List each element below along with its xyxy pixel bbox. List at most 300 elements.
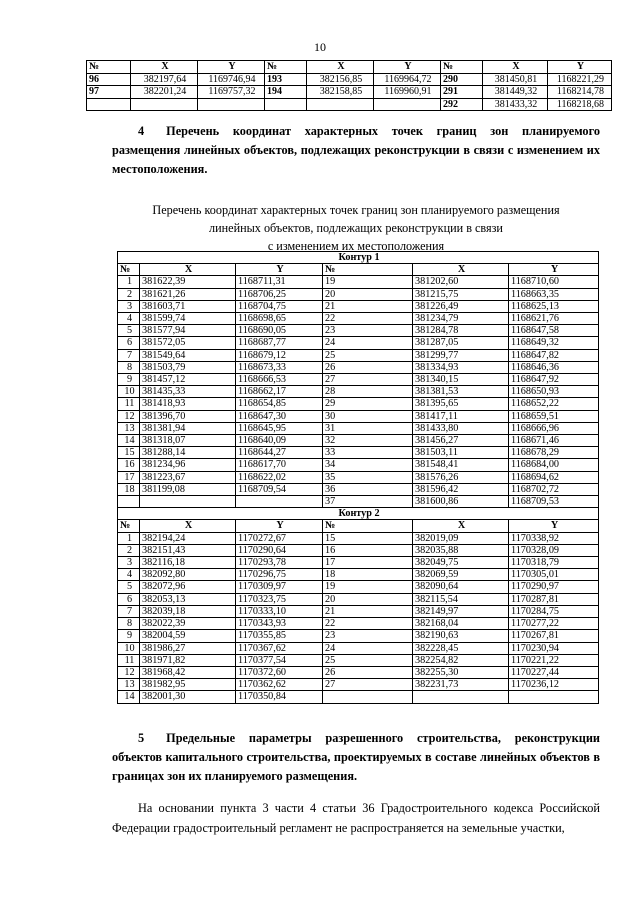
y-coordinate-cell: 1168647,92	[509, 374, 599, 386]
y-coordinate-cell: 1170338,92	[509, 532, 599, 544]
y-coordinate-cell	[236, 496, 323, 508]
point-number-cell: 10	[118, 642, 140, 654]
y-coordinate-cell: 1168706,25	[236, 288, 323, 300]
table-row	[118, 288, 599, 300]
y-coordinate-cell: 1168702,72	[509, 483, 599, 495]
point-number-cell: 3	[118, 557, 140, 569]
x-coordinate-cell: 381340,15	[413, 374, 509, 386]
table-header-row	[87, 61, 612, 74]
x-coordinate-cell: 381234,79	[413, 313, 509, 325]
table-row	[118, 447, 599, 459]
x-coordinate-cell: 381433,32	[483, 98, 548, 111]
y-coordinate-cell: 1168647,58	[509, 325, 599, 337]
point-number-cell: 291	[441, 86, 483, 99]
point-number-cell: 26	[323, 361, 413, 373]
point-number-cell: 16	[323, 544, 413, 556]
y-coordinate-cell: 1170236,12	[509, 679, 599, 691]
point-number-cell: 36	[323, 483, 413, 495]
body-paragraph-text: На основании пункта 3 части 4 статьи 36 Градостроительного кодекса Российской Федерации градостроительный регламент не распространяется на земельные участки,	[112, 801, 600, 835]
point-number-cell: 33	[323, 447, 413, 459]
table-row	[118, 557, 599, 569]
y-coordinate-cell: 1169746,94	[198, 73, 265, 86]
table-row	[118, 630, 599, 642]
x-coordinate-cell: 382092,80	[140, 569, 236, 581]
x-coordinate-cell: 381622,39	[140, 276, 236, 288]
point-number-cell: 194	[265, 86, 307, 99]
x-coordinate-cell: 381418,93	[140, 398, 236, 410]
x-coordinate-cell: 381596,42	[413, 483, 509, 495]
y-coordinate-cell: 1168666,53	[236, 374, 323, 386]
x-coordinate-cell: 381457,12	[140, 374, 236, 386]
column-header: №	[118, 520, 140, 532]
y-coordinate-cell: 1170290,64	[236, 544, 323, 556]
point-number-cell: 15	[118, 447, 140, 459]
x-coordinate-cell: 381334,93	[413, 361, 509, 373]
y-coordinate-cell: 1168710,60	[509, 276, 599, 288]
x-coordinate-cell: 382019,09	[413, 532, 509, 544]
y-coordinate-cell: 1170277,22	[509, 618, 599, 630]
point-number-cell: 292	[441, 98, 483, 111]
point-number-cell: 11	[118, 398, 140, 410]
x-coordinate-cell: 381435,33	[140, 386, 236, 398]
y-coordinate-cell: 1168679,12	[236, 349, 323, 361]
x-coordinate-cell: 382001,30	[140, 691, 236, 703]
x-coordinate-cell: 382158,85	[307, 86, 374, 99]
x-coordinate-cell: 382090,64	[413, 581, 509, 593]
point-number-cell: 21	[323, 605, 413, 617]
table-row	[118, 471, 599, 483]
table-row	[118, 349, 599, 361]
x-coordinate-cell: 381982,95	[140, 679, 236, 691]
y-coordinate-cell: 1170293,78	[236, 557, 323, 569]
y-coordinate-cell: 1168649,32	[509, 337, 599, 349]
y-coordinate-cell: 1168218,68	[548, 98, 612, 111]
y-coordinate-cell: 1168646,36	[509, 361, 599, 373]
point-number-cell: 23	[323, 325, 413, 337]
x-coordinate-cell: 382194,24	[140, 532, 236, 544]
point-number-cell: 24	[323, 337, 413, 349]
point-number-cell: 17	[323, 557, 413, 569]
x-coordinate-cell: 382115,54	[413, 593, 509, 605]
x-coordinate-cell: 381234,96	[140, 459, 236, 471]
column-header: X	[483, 61, 548, 74]
y-coordinate-cell: 1168690,05	[236, 325, 323, 337]
y-coordinate-cell: 1168640,09	[236, 435, 323, 447]
point-number-cell: 30	[323, 410, 413, 422]
table-row	[118, 496, 599, 508]
x-coordinate-cell	[131, 98, 198, 111]
point-number-cell: 18	[323, 569, 413, 581]
y-coordinate-cell: 1170267,81	[509, 630, 599, 642]
table-row	[118, 410, 599, 422]
point-number-cell	[118, 496, 140, 508]
point-number-cell: 20	[323, 288, 413, 300]
contour2-header-row	[118, 520, 599, 532]
point-number-cell: 14	[118, 691, 140, 703]
x-coordinate-cell: 382151,43	[140, 544, 236, 556]
y-coordinate-cell: 1170296,75	[236, 569, 323, 581]
table-caption-line-2: линейных объектов, подлежащих реконструкции в связи	[209, 221, 503, 235]
point-number-cell: 11	[118, 654, 140, 666]
y-coordinate-cell: 1168687,77	[236, 337, 323, 349]
point-number-cell: 17	[118, 471, 140, 483]
column-header: №	[441, 61, 483, 74]
table-row	[118, 532, 599, 544]
x-coordinate-cell: 381395,65	[413, 398, 509, 410]
point-number-cell: 24	[323, 642, 413, 654]
x-coordinate-cell: 381381,53	[413, 386, 509, 398]
y-coordinate-cell: 1168684,00	[509, 459, 599, 471]
point-number-cell: 8	[118, 361, 140, 373]
column-header: Y	[236, 264, 323, 276]
x-coordinate-cell: 382049,75	[413, 557, 509, 569]
x-coordinate-cell: 381599,74	[140, 313, 236, 325]
x-coordinate-cell: 382156,85	[307, 73, 374, 86]
column-header: Y	[509, 520, 599, 532]
y-coordinate-cell: 1170328,09	[509, 544, 599, 556]
column-header: X	[131, 61, 198, 74]
x-coordinate-cell: 381503,79	[140, 361, 236, 373]
y-coordinate-cell: 1168694,62	[509, 471, 599, 483]
contour2-title-row	[118, 508, 599, 520]
section-4-heading	[112, 122, 600, 179]
x-coordinate-cell: 382116,18	[140, 557, 236, 569]
point-number-cell: 22	[323, 618, 413, 630]
x-coordinate-cell: 381450,81	[483, 73, 548, 86]
y-coordinate-cell: 1170284,75	[509, 605, 599, 617]
page-number: 10	[314, 40, 326, 54]
point-number-cell: 16	[118, 459, 140, 471]
point-number-cell: 9	[118, 374, 140, 386]
point-number-cell: 35	[323, 471, 413, 483]
table-row	[118, 581, 599, 593]
point-number-cell: 7	[118, 349, 140, 361]
section-4-text: Перечень координат характерных точек границ зон планируемого размещения линейных объектов, подлежащих реконструкции в связи с изменением их местоположения.	[112, 124, 600, 176]
column-header: №	[87, 61, 131, 74]
table-row	[118, 398, 599, 410]
x-coordinate-cell: 381318,07	[140, 435, 236, 447]
y-coordinate-cell: 1168709,53	[509, 496, 599, 508]
x-coordinate-cell: 382168,04	[413, 618, 509, 630]
x-coordinate-cell: 381603,71	[140, 300, 236, 312]
column-header: №	[118, 264, 140, 276]
y-coordinate-cell	[374, 98, 441, 111]
y-coordinate-cell: 1170221,22	[509, 654, 599, 666]
point-number-cell: 27	[323, 679, 413, 691]
x-coordinate-cell: 382197,64	[131, 73, 198, 86]
point-number-cell: 4	[118, 313, 140, 325]
section-5-number: 5	[138, 731, 145, 745]
contour1-header-row	[118, 264, 599, 276]
point-number-cell: 13	[118, 422, 140, 434]
coordinates-continuation-table	[86, 60, 612, 111]
y-coordinate-cell: 1170305,01	[509, 569, 599, 581]
x-coordinate-cell: 381968,42	[140, 666, 236, 678]
x-coordinate-cell: 381971,82	[140, 654, 236, 666]
y-coordinate-cell: 1168704,75	[236, 300, 323, 312]
y-coordinate-cell: 1168617,70	[236, 459, 323, 471]
point-number-cell: 290	[441, 73, 483, 86]
y-coordinate-cell: 1168662,17	[236, 386, 323, 398]
x-coordinate-cell: 381548,41	[413, 459, 509, 471]
point-number-cell: 2	[118, 544, 140, 556]
y-coordinate-cell: 1168647,30	[236, 410, 323, 422]
table-row	[118, 654, 599, 666]
table-row	[118, 276, 599, 288]
contour1-title: Контур 1	[118, 252, 599, 264]
x-coordinate-cell: 382231,73	[413, 679, 509, 691]
point-number-cell	[323, 691, 413, 703]
point-number-cell: 29	[323, 398, 413, 410]
point-number-cell: 6	[118, 337, 140, 349]
x-coordinate-cell: 382039,18	[140, 605, 236, 617]
point-number-cell: 5	[118, 325, 140, 337]
x-coordinate-cell	[140, 496, 236, 508]
table-row	[118, 313, 599, 325]
x-coordinate-cell: 381456,27	[413, 435, 509, 447]
y-coordinate-cell: 1169757,32	[198, 86, 265, 99]
table-row	[118, 459, 599, 471]
y-coordinate-cell: 1168659,51	[509, 410, 599, 422]
table-row	[118, 300, 599, 312]
table-caption	[112, 201, 600, 255]
column-header: Y	[374, 61, 441, 74]
x-coordinate-cell: 382190,63	[413, 630, 509, 642]
x-coordinate-cell: 381223,67	[140, 471, 236, 483]
point-number-cell: 23	[323, 630, 413, 642]
x-coordinate-cell: 381449,32	[483, 86, 548, 99]
x-coordinate-cell: 382035,88	[413, 544, 509, 556]
x-coordinate-cell: 382069,59	[413, 569, 509, 581]
y-coordinate-cell: 1170309,97	[236, 581, 323, 593]
table-row	[118, 593, 599, 605]
column-header: Y	[548, 61, 612, 74]
y-coordinate-cell: 1168622,02	[236, 471, 323, 483]
point-number-cell: 19	[323, 581, 413, 593]
x-coordinate-cell: 381226,49	[413, 300, 509, 312]
y-coordinate-cell: 1168678,29	[509, 447, 599, 459]
column-header: №	[265, 61, 307, 74]
x-coordinate-cell: 382022,39	[140, 618, 236, 630]
x-coordinate-cell: 381600,86	[413, 496, 509, 508]
point-number-cell: 12	[118, 410, 140, 422]
contour-coordinates-table	[117, 251, 599, 704]
y-coordinate-cell: 1170377,54	[236, 654, 323, 666]
y-coordinate-cell: 1168214,78	[548, 86, 612, 99]
column-header: №	[323, 520, 413, 532]
y-coordinate-cell: 1170355,85	[236, 630, 323, 642]
x-coordinate-cell: 381503,11	[413, 447, 509, 459]
y-coordinate-cell: 1168654,85	[236, 398, 323, 410]
x-coordinate-cell: 381572,05	[140, 337, 236, 349]
y-coordinate-cell: 1170323,75	[236, 593, 323, 605]
x-coordinate-cell: 381287,05	[413, 337, 509, 349]
x-coordinate-cell: 382201,24	[131, 86, 198, 99]
section-4-number: 4	[138, 124, 145, 138]
point-number-cell: 4	[118, 569, 140, 581]
y-coordinate-cell: 1168644,27	[236, 447, 323, 459]
point-number-cell: 8	[118, 618, 140, 630]
y-coordinate-cell: 1168711,31	[236, 276, 323, 288]
x-coordinate-cell	[307, 98, 374, 111]
table-caption-line-3: с изменением их местоположения	[267, 239, 445, 253]
point-number-cell: 1	[118, 276, 140, 288]
x-coordinate-cell: 381199,08	[140, 483, 236, 495]
table-row	[118, 605, 599, 617]
y-coordinate-cell: 1170272,67	[236, 532, 323, 544]
table-row	[87, 86, 612, 99]
x-coordinate-cell: 381288,14	[140, 447, 236, 459]
y-coordinate-cell	[198, 98, 265, 111]
table-row	[87, 98, 612, 111]
x-coordinate-cell: 381576,26	[413, 471, 509, 483]
x-coordinate-cell: 382004,59	[140, 630, 236, 642]
x-coordinate-cell: 381202,60	[413, 276, 509, 288]
table-row	[118, 679, 599, 691]
point-number-cell: 31	[323, 422, 413, 434]
table-caption-line-1: Перечень координат характерных точек границ зон планируемого размещения	[152, 203, 560, 217]
y-coordinate-cell: 1170362,62	[236, 679, 323, 691]
y-coordinate-cell: 1169964,72	[374, 73, 441, 86]
point-number-cell: 15	[323, 532, 413, 544]
y-coordinate-cell: 1168666,96	[509, 422, 599, 434]
point-number-cell: 28	[323, 386, 413, 398]
point-number-cell: 19	[323, 276, 413, 288]
y-coordinate-cell: 1170287,81	[509, 593, 599, 605]
x-coordinate-cell: 382053,13	[140, 593, 236, 605]
x-coordinate-cell: 381433,80	[413, 422, 509, 434]
point-number-cell: 193	[265, 73, 307, 86]
point-number-cell: 14	[118, 435, 140, 447]
column-header: X	[413, 520, 509, 532]
table-row	[118, 642, 599, 654]
point-number-cell: 22	[323, 313, 413, 325]
y-coordinate-cell: 1170230,94	[509, 642, 599, 654]
y-coordinate-cell: 1170290,97	[509, 581, 599, 593]
table-row	[118, 618, 599, 630]
y-coordinate-cell: 1170372,60	[236, 666, 323, 678]
table-row	[118, 422, 599, 434]
point-number-cell: 34	[323, 459, 413, 471]
point-number-cell: 27	[323, 374, 413, 386]
x-coordinate-cell: 381215,75	[413, 288, 509, 300]
x-coordinate-cell: 381986,27	[140, 642, 236, 654]
point-number-cell: 13	[118, 679, 140, 691]
column-header: Y	[509, 264, 599, 276]
y-coordinate-cell: 1168650,93	[509, 386, 599, 398]
point-number-cell	[87, 98, 131, 111]
column-header: №	[323, 264, 413, 276]
column-header: X	[140, 264, 236, 276]
x-coordinate-cell: 381381,94	[140, 422, 236, 434]
x-coordinate-cell: 382072,96	[140, 581, 236, 593]
section-5-heading	[112, 729, 600, 786]
point-number-cell: 7	[118, 605, 140, 617]
y-coordinate-cell: 1170333,10	[236, 605, 323, 617]
y-coordinate-cell: 1169960,91	[374, 86, 441, 99]
y-coordinate-cell: 1168671,46	[509, 435, 599, 447]
column-header: Y	[198, 61, 265, 74]
table-row	[118, 374, 599, 386]
point-number-cell: 12	[118, 666, 140, 678]
contour2-title: Контур 2	[118, 508, 599, 520]
body-paragraph	[112, 798, 600, 838]
x-coordinate-cell: 381621,26	[140, 288, 236, 300]
y-coordinate-cell: 1168645,95	[236, 422, 323, 434]
x-coordinate-cell: 381577,94	[140, 325, 236, 337]
column-header: X	[413, 264, 509, 276]
y-coordinate-cell: 1168652,22	[509, 398, 599, 410]
y-coordinate-cell: 1170350,84	[236, 691, 323, 703]
table-row	[118, 691, 599, 703]
y-coordinate-cell: 1168663,35	[509, 288, 599, 300]
section-5-text: Предельные параметры разрешенного строительства, реконструкции объектов капитального строительства, проектируемых в составе линейных объектов в границах зон их планируемого размещения.	[112, 731, 600, 783]
point-number-cell: 25	[323, 654, 413, 666]
table-row	[118, 483, 599, 495]
y-coordinate-cell: 1168698,65	[236, 313, 323, 325]
point-number-cell: 97	[87, 86, 131, 99]
y-coordinate-cell	[509, 691, 599, 703]
point-number-cell: 5	[118, 581, 140, 593]
point-number-cell: 6	[118, 593, 140, 605]
table-row	[87, 73, 612, 86]
point-number-cell: 2	[118, 288, 140, 300]
y-coordinate-cell: 1168647,82	[509, 349, 599, 361]
x-coordinate-cell: 381417,11	[413, 410, 509, 422]
table-row	[118, 337, 599, 349]
point-number-cell: 26	[323, 666, 413, 678]
point-number-cell: 96	[87, 73, 131, 86]
y-coordinate-cell: 1170343,93	[236, 618, 323, 630]
point-number-cell: 37	[323, 496, 413, 508]
table-row	[118, 569, 599, 581]
x-coordinate-cell: 381549,64	[140, 349, 236, 361]
table-row	[118, 325, 599, 337]
y-coordinate-cell: 1170367,62	[236, 642, 323, 654]
y-coordinate-cell: 1168709,54	[236, 483, 323, 495]
x-coordinate-cell	[413, 691, 509, 703]
y-coordinate-cell: 1168625,13	[509, 300, 599, 312]
point-number-cell: 9	[118, 630, 140, 642]
x-coordinate-cell: 382254,82	[413, 654, 509, 666]
table-row	[118, 435, 599, 447]
table-row	[118, 544, 599, 556]
point-number-cell: 25	[323, 349, 413, 361]
table-row	[118, 666, 599, 678]
x-coordinate-cell: 382255,30	[413, 666, 509, 678]
contour1-title-row	[118, 252, 599, 264]
x-coordinate-cell: 381284,78	[413, 325, 509, 337]
y-coordinate-cell: 1168673,33	[236, 361, 323, 373]
x-coordinate-cell: 382228,45	[413, 642, 509, 654]
y-coordinate-cell: 1168221,29	[548, 73, 612, 86]
point-number-cell: 3	[118, 300, 140, 312]
point-number-cell	[265, 98, 307, 111]
point-number-cell: 21	[323, 300, 413, 312]
column-header: X	[307, 61, 374, 74]
x-coordinate-cell: 381396,70	[140, 410, 236, 422]
point-number-cell: 18	[118, 483, 140, 495]
point-number-cell: 10	[118, 386, 140, 398]
y-coordinate-cell: 1170227,44	[509, 666, 599, 678]
table-row	[118, 386, 599, 398]
y-coordinate-cell: 1168621,76	[509, 313, 599, 325]
column-header: X	[140, 520, 236, 532]
table-row	[118, 361, 599, 373]
point-number-cell: 1	[118, 532, 140, 544]
column-header: Y	[236, 520, 323, 532]
x-coordinate-cell: 382149,97	[413, 605, 509, 617]
